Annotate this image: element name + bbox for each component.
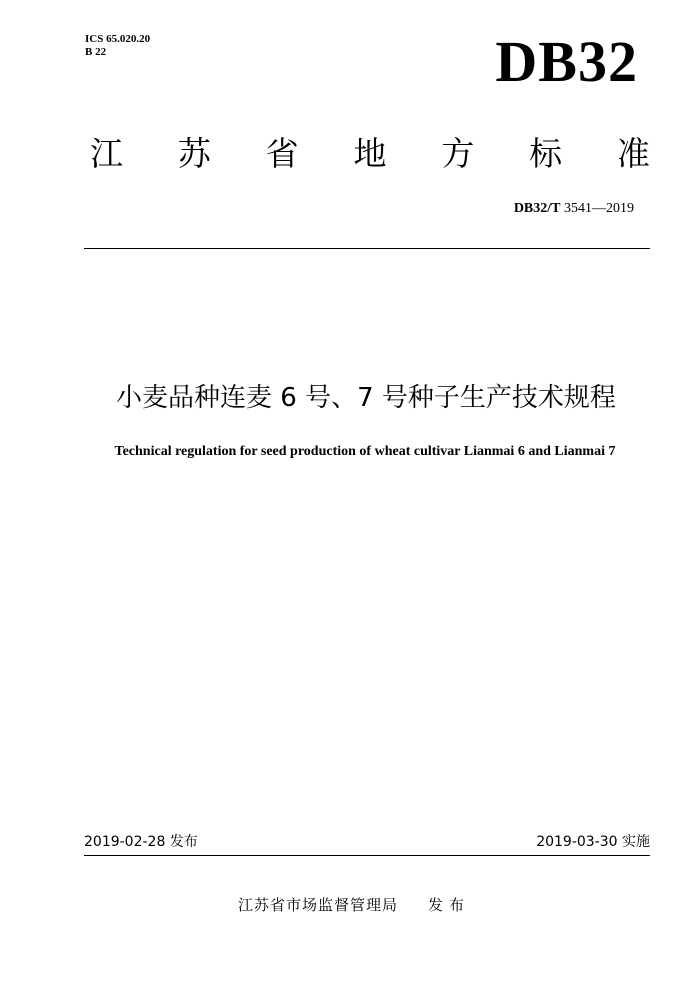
standard-type-char: 苏 bbox=[177, 134, 211, 173]
standard-type-char: 地 bbox=[353, 134, 387, 173]
standard-number-prefix: DB32/T bbox=[513, 201, 561, 216]
standard-type-title bbox=[90, 132, 650, 176]
standard-number bbox=[514, 200, 634, 218]
standard-type-char: 方 bbox=[441, 134, 475, 173]
english-title: Technical regulation for seed production of wheat cultivar Lianmai 6 and Lianmai 7 bbox=[114, 444, 616, 459]
top-divider bbox=[84, 248, 650, 249]
standard-type-char: 标 bbox=[529, 134, 563, 173]
ics-code: ICS 65.020.20 bbox=[85, 33, 151, 45]
bottom-divider bbox=[84, 855, 650, 856]
issue-date: 2019-02-28 发布 bbox=[84, 834, 198, 850]
implementation-date: 2019-03-30 实施 bbox=[536, 834, 650, 850]
standard-type-char: 省 bbox=[265, 134, 299, 173]
db-logo: DB32 bbox=[495, 29, 638, 94]
category-code: B 22 bbox=[85, 46, 107, 58]
chinese-title: 小麦品种连麦 6 号、7 号种子生产技术规程 bbox=[116, 383, 616, 413]
publisher-organization: 江苏省市场监督管理局 bbox=[238, 896, 399, 914]
standard-type-char: 江 bbox=[90, 134, 123, 173]
classification-codes bbox=[85, 33, 150, 59]
publisher-action: 发布 bbox=[428, 896, 471, 914]
publisher bbox=[238, 894, 470, 916]
standard-type-char: 准 bbox=[616, 134, 650, 173]
standard-number-rest: 3541—2019 bbox=[560, 201, 634, 216]
